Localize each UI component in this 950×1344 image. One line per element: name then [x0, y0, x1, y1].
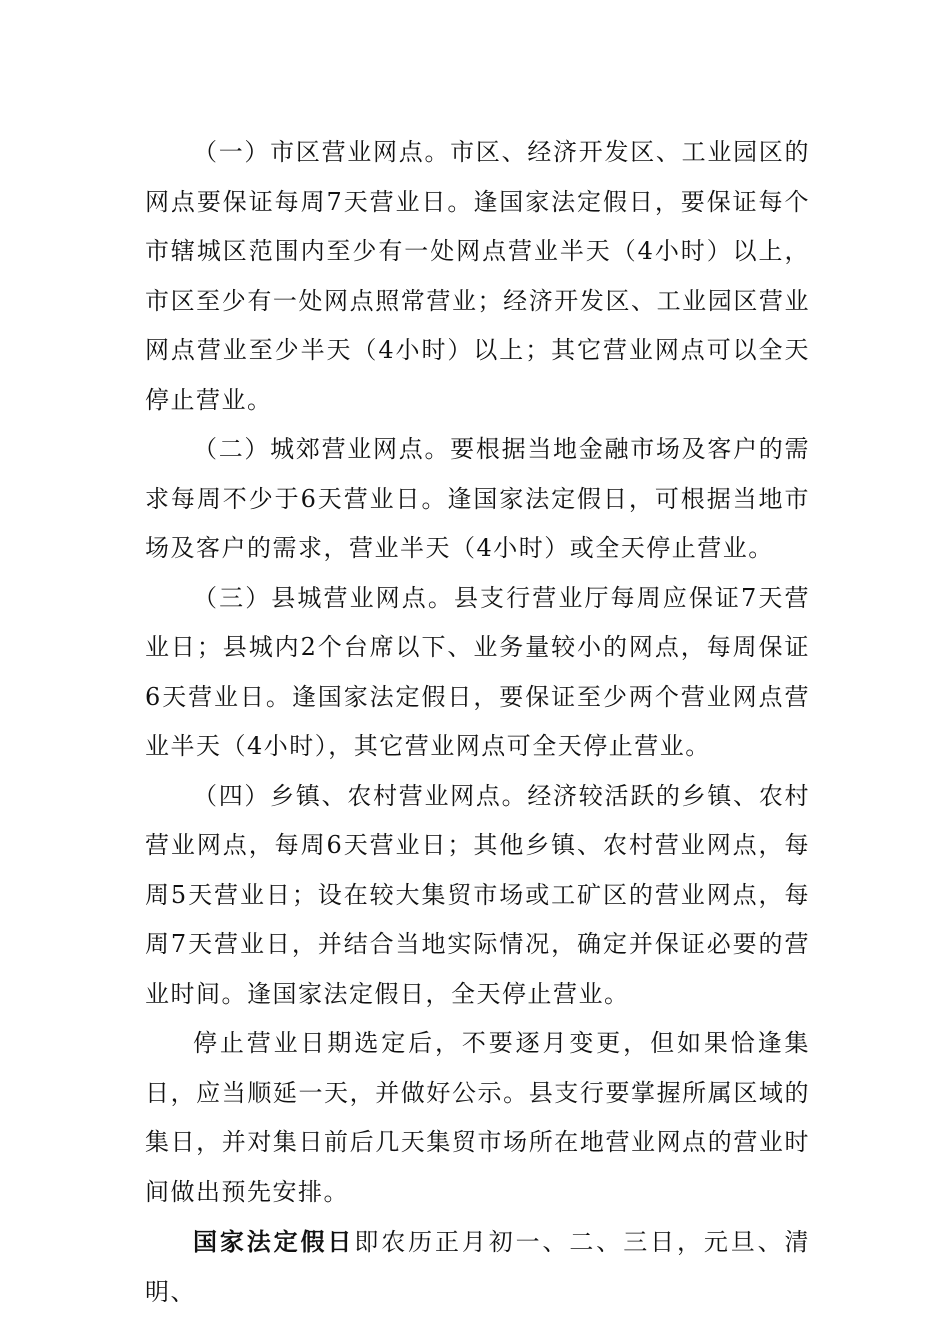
paragraph-market-day-rule: 停止营业日期选定后，不要逐月变更，但如果恰逢集日，应当顺延一天，并做好公示。县支行要掌握所属区域的集日，并对集日前后几天集贸市场所在地营业网点的营业时间做出预先安排。: [145, 1029, 810, 1206]
holiday-definition-text: 即农历正月初一、二、三日，元旦、清明、: [145, 1228, 811, 1306]
paragraph-suburban-outlets: （二）城郊营业网点。要根据当地金融市场及客户的需求每周不少于6天营业日。逢国家法定假日，可根据当地市场及客户的需求，营业半天（4小时）或全天停止营业。: [145, 435, 810, 562]
paragraph-urban-outlets: （一）市区营业网点。市区、经济开发区、工业园区的网点要保证每周7天营业日。逢国家法定假日，要保证每个市辖城区范围内至少有一处网点营业半天（4小时）以上，市区至少有一处网点照常营业；经济开发区、工业园区营业网点营业至少半天（4小时）以上；其它营业网点可以全天停止营业。: [145, 138, 810, 414]
paragraph-holiday-definition: [145, 1217, 810, 1317]
paragraph-county-outlets: （三）县城营业网点。县支行营业厅每周应保证7天营业日；县城内2个台席以下、业务量较小的网点，每周保证6天营业日。逢国家法定假日，要保证至少两个营业网点营业半天（4小时），其它营业网点可全天停止营业。: [145, 583, 810, 760]
document-body: [145, 128, 810, 1317]
holiday-term: 国家法定假日: [193, 1227, 355, 1256]
paragraph-rural-outlets: （四）乡镇、农村营业网点。经济较活跃的乡镇、农村营业网点，每周6天营业日；其他乡镇、农村营业网点，每周5天营业日；设在较大集贸市场或工矿区的营业网点，每周7天营业日，并结合当地实际情况，确定并保证必要的营业时间。逢国家法定假日，全天停止营业。: [145, 781, 810, 1008]
